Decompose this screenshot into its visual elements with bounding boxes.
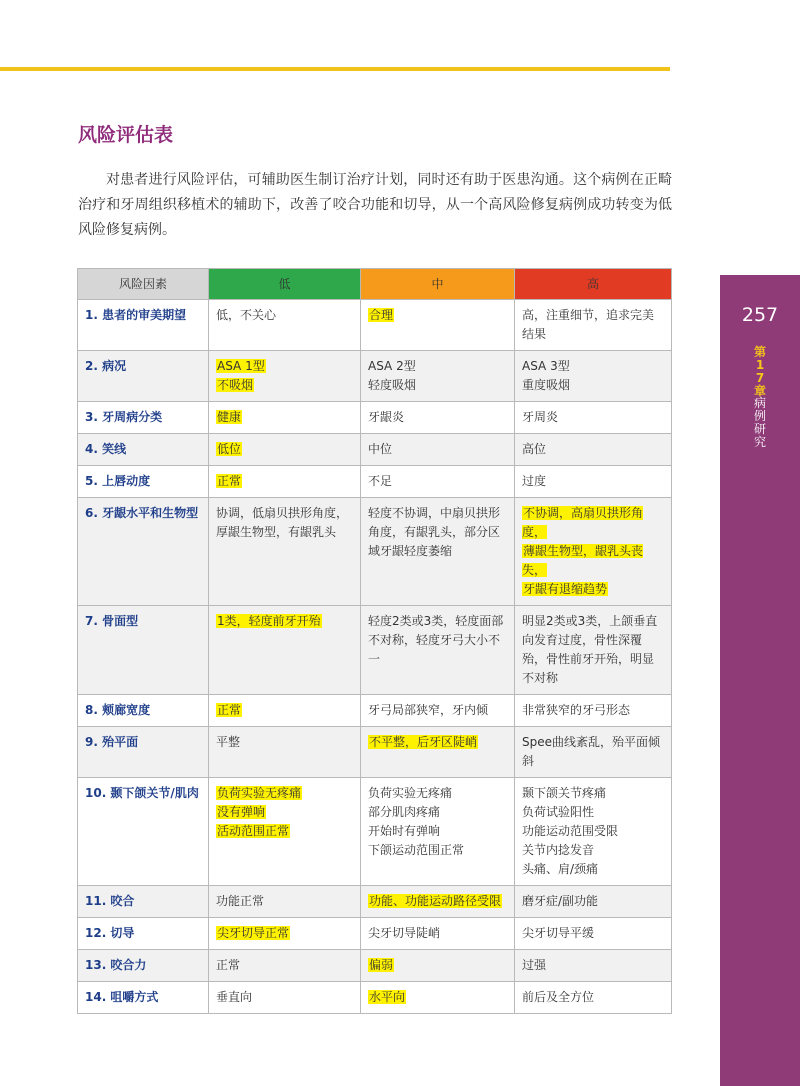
- cell-line: [522, 472, 664, 491]
- cell-text: 部分肌肉疼痛: [368, 805, 441, 819]
- cell-line: [216, 472, 353, 491]
- cell-text: 正常: [216, 958, 241, 972]
- risk-high-cell: [515, 982, 672, 1014]
- risk-mid-cell: [361, 982, 515, 1014]
- cell-line: [522, 892, 664, 911]
- cell-text: 轻度吸烟: [368, 378, 417, 392]
- cell-line: [368, 988, 507, 1007]
- cell-text: 轻度不协调，中扇贝拱形角度，有龈乳头，部分区域牙龈轻度萎缩: [368, 506, 501, 558]
- risk-low-cell: [209, 498, 361, 606]
- risk-high-cell: [515, 300, 672, 351]
- risk-low-cell: [209, 606, 361, 695]
- section-title: 风险评估表: [78, 124, 174, 146]
- cell-line: [522, 924, 664, 943]
- risk-low-cell: [209, 982, 361, 1014]
- table-header-row: [78, 269, 672, 300]
- risk-mid-cell: [361, 695, 515, 727]
- cell-line: [522, 784, 664, 803]
- cell-text: 不平整，后牙区陡峭: [369, 735, 478, 749]
- cell-line: [368, 803, 507, 822]
- risk-factor-cell: 10. 颞下颌关节/肌肉: [78, 778, 209, 886]
- cell-text: 没有弹响: [217, 805, 266, 819]
- cell-text: 正常: [217, 703, 242, 717]
- intro-paragraph: 对患者进行风险评估，可辅助医生制订治疗计划，同时还有助于医患沟通。这个病例在正畸治疗和牙周组织移植术的辅助下，改善了咬合功能和切导，从一个高风险修复病例成功转变为低风险修复病例。: [78, 172, 672, 238]
- cell-text: ASA 1型: [217, 359, 265, 373]
- risk-high-cell: [515, 351, 672, 402]
- cell-line: [522, 504, 664, 542]
- cell-text: 开始时有弹响: [368, 824, 441, 838]
- risk-factor-cell: 9. 殆平面: [78, 727, 209, 778]
- cell-text: 健康: [217, 410, 242, 424]
- risk-low-cell: [209, 466, 361, 498]
- cell-line: [216, 822, 353, 841]
- cell-text: 不吸烟: [217, 378, 254, 392]
- cell-line: [216, 784, 353, 803]
- table-row: [78, 727, 672, 778]
- cell-text: 低，不关心: [216, 308, 277, 322]
- cell-line: [216, 988, 353, 1007]
- cell-text: 过度: [522, 474, 547, 488]
- table-row: [78, 466, 672, 498]
- cell-line: [368, 504, 507, 561]
- risk-factor-cell: 2. 病况: [78, 351, 209, 402]
- cell-text: 1类，轻度前牙开殆: [217, 614, 321, 628]
- risk-factor-cell: 14. 咀嚼方式: [78, 982, 209, 1014]
- cell-text: 非常狭窄的牙弓形态: [522, 703, 631, 717]
- risk-high-cell: [515, 695, 672, 727]
- risk-factor-cell: 5. 上唇动度: [78, 466, 209, 498]
- cell-line: [522, 733, 664, 771]
- risk-factor-cell: 4. 笑线: [78, 434, 209, 466]
- risk-mid-cell: [361, 434, 515, 466]
- cell-line: [216, 924, 353, 943]
- risk-factor-cell: 6. 牙龈水平和生物型: [78, 498, 209, 606]
- cell-line: [216, 612, 353, 631]
- cell-text: 功能运动范围受限: [522, 824, 619, 838]
- cell-text: 平整: [216, 735, 241, 749]
- risk-high-cell: [515, 466, 672, 498]
- table-row: [78, 778, 672, 886]
- risk-factor-cell: 12. 切导: [78, 918, 209, 950]
- cell-line: [522, 988, 664, 1007]
- table-row: [78, 695, 672, 727]
- table-row: [78, 402, 672, 434]
- risk-low-cell: [209, 434, 361, 466]
- risk-mid-cell: [361, 498, 515, 606]
- cell-line: [522, 841, 664, 860]
- risk-mid-cell: [361, 886, 515, 918]
- risk-high-cell: [515, 950, 672, 982]
- table-row: [78, 300, 672, 351]
- risk-low-cell: [209, 351, 361, 402]
- cell-line: [368, 612, 507, 669]
- cell-text: 不足: [368, 474, 393, 488]
- cell-text: 牙龈有退缩趋势: [523, 582, 608, 596]
- table-row: [78, 351, 672, 402]
- cell-text: 重度吸烟: [522, 378, 571, 392]
- risk-high-cell: [515, 918, 672, 950]
- table-row: [78, 498, 672, 606]
- cell-line: [522, 376, 664, 395]
- cell-line: [216, 733, 353, 752]
- cell-line: [522, 580, 664, 599]
- cell-text: 正常: [217, 474, 242, 488]
- cell-line: [368, 701, 507, 720]
- cell-line: [522, 956, 664, 975]
- cell-text: 不协调，高扇贝拱形角度，: [522, 506, 644, 539]
- cell-line: [216, 892, 353, 911]
- cell-text: 头痛、肩/颈痛: [522, 862, 599, 876]
- cell-line: [368, 408, 507, 427]
- risk-factor-cell: 11. 咬合: [78, 886, 209, 918]
- chapter-title: 病例研究: [753, 396, 766, 449]
- cell-line: [522, 408, 664, 427]
- cell-line: [368, 924, 507, 943]
- cell-text: 轻度2类或3类，轻度面部不对称，轻度牙弓大小不一: [368, 614, 504, 666]
- header-low: 低: [209, 269, 361, 300]
- cell-line: [368, 822, 507, 841]
- table-row: [78, 950, 672, 982]
- cell-line: [368, 376, 507, 395]
- cell-line: [216, 803, 353, 822]
- risk-high-cell: [515, 402, 672, 434]
- risk-high-cell: [515, 886, 672, 918]
- cell-text: 偏弱: [369, 958, 394, 972]
- cell-line: [522, 860, 664, 879]
- cell-line: [368, 841, 507, 860]
- risk-mid-cell: [361, 402, 515, 434]
- risk-high-cell: [515, 434, 672, 466]
- risk-mid-cell: [361, 778, 515, 886]
- cell-text: ASA 2型: [368, 359, 416, 373]
- risk-factor-cell: 13. 咬合力: [78, 950, 209, 982]
- cell-text: 负荷试验阳性: [522, 805, 595, 819]
- cell-text: 尖牙切导正常: [217, 926, 290, 940]
- risk-low-cell: [209, 695, 361, 727]
- cell-text: 牙龈炎: [368, 410, 405, 424]
- table-body: [78, 300, 672, 1014]
- cell-text: 关节内捻发音: [522, 843, 595, 857]
- risk-factor-cell: 7. 骨面型: [78, 606, 209, 695]
- risk-high-cell: [515, 727, 672, 778]
- cell-line: [368, 956, 507, 975]
- top-accent-rule: [0, 67, 670, 71]
- cell-text: 合理: [369, 308, 394, 322]
- risk-low-cell: [209, 300, 361, 351]
- table-row: [78, 918, 672, 950]
- risk-high-cell: [515, 606, 672, 695]
- cell-line: [368, 892, 507, 911]
- cell-line: [216, 376, 353, 395]
- cell-line: [216, 956, 353, 975]
- cell-text: 协调，低扇贝拱形角度，厚龈生物型，有龈乳头: [216, 506, 349, 539]
- risk-high-cell: [515, 498, 672, 606]
- cell-text: 磨牙症/副功能: [522, 894, 599, 908]
- risk-assessment-table: [77, 268, 672, 1014]
- table-row: [78, 606, 672, 695]
- cell-line: [368, 784, 507, 803]
- cell-line: [522, 803, 664, 822]
- cell-text: 牙周炎: [522, 410, 559, 424]
- risk-mid-cell: [361, 606, 515, 695]
- cell-line: [216, 306, 353, 325]
- risk-mid-cell: [361, 727, 515, 778]
- cell-text: 尖牙切导陡峭: [368, 926, 441, 940]
- cell-line: [216, 504, 353, 542]
- risk-mid-cell: [361, 950, 515, 982]
- cell-line: [368, 357, 507, 376]
- cell-line: [522, 440, 664, 459]
- cell-line: [522, 612, 664, 688]
- risk-factor-cell: 3. 牙周病分类: [78, 402, 209, 434]
- header-high: 高: [515, 269, 672, 300]
- risk-factor-cell: 8. 颊廊宽度: [78, 695, 209, 727]
- cell-text: 功能、功能运动路径受限: [369, 894, 502, 908]
- risk-mid-cell: [361, 300, 515, 351]
- risk-high-cell: [515, 778, 672, 886]
- cell-text: 明显2类或3类，上颌垂直向发育过度，骨性深覆殆，骨性前牙开殆，明显不对称: [522, 614, 658, 685]
- risk-low-cell: [209, 402, 361, 434]
- cell-line: [522, 542, 664, 580]
- cell-text: 中位: [368, 442, 393, 456]
- cell-text: 高，注重细节，追求完美结果: [522, 308, 655, 341]
- table-row: [78, 434, 672, 466]
- chapter-number: 第17章: [753, 345, 766, 398]
- cell-text: 颞下颌关节疼痛: [522, 786, 607, 800]
- cell-text: 高位: [522, 442, 547, 456]
- cell-text: 水平向: [369, 990, 406, 1004]
- cell-text: 前后及全方位: [522, 990, 595, 1004]
- cell-text: 垂直向: [216, 990, 253, 1004]
- cell-text: 功能正常: [216, 894, 265, 908]
- cell-line: [368, 472, 507, 491]
- risk-low-cell: [209, 918, 361, 950]
- cell-line: [522, 822, 664, 841]
- risk-low-cell: [209, 950, 361, 982]
- header-risk-factor: 风险因素: [78, 269, 209, 300]
- cell-line: [368, 733, 507, 752]
- cell-line: [368, 306, 507, 325]
- cell-line: [216, 440, 353, 459]
- page-number: 257: [741, 304, 779, 326]
- cell-text: 牙弓局部狭窄，牙内倾: [368, 703, 489, 717]
- cell-line: [216, 408, 353, 427]
- risk-mid-cell: [361, 466, 515, 498]
- table-row: [78, 886, 672, 918]
- cell-text: 薄龈生物型，龈乳头丧失，: [522, 544, 644, 577]
- cell-line: [522, 701, 664, 720]
- risk-factor-cell: 1. 患者的审美期望: [78, 300, 209, 351]
- risk-mid-cell: [361, 351, 515, 402]
- risk-mid-cell: [361, 918, 515, 950]
- cell-text: ASA 3型: [522, 359, 570, 373]
- risk-low-cell: [209, 778, 361, 886]
- cell-line: [216, 357, 353, 376]
- cell-line: [368, 440, 507, 459]
- cell-text: 负荷实验无疼痛: [368, 786, 453, 800]
- header-mid: 中: [361, 269, 515, 300]
- cell-text: 尖牙切导平缓: [522, 926, 595, 940]
- cell-text: 过强: [522, 958, 547, 972]
- cell-text: 低位: [217, 442, 242, 456]
- cell-text: 下颌运动范围正常: [368, 843, 465, 857]
- cell-line: [522, 306, 664, 344]
- cell-text: 负荷实验无疼痛: [217, 786, 302, 800]
- cell-text: Spee曲线紊乱，殆平面倾斜: [522, 735, 661, 768]
- risk-low-cell: [209, 727, 361, 778]
- risk-low-cell: [209, 886, 361, 918]
- cell-line: [216, 701, 353, 720]
- cell-line: [522, 357, 664, 376]
- cell-text: 活动范围正常: [217, 824, 290, 838]
- table-row: [78, 982, 672, 1014]
